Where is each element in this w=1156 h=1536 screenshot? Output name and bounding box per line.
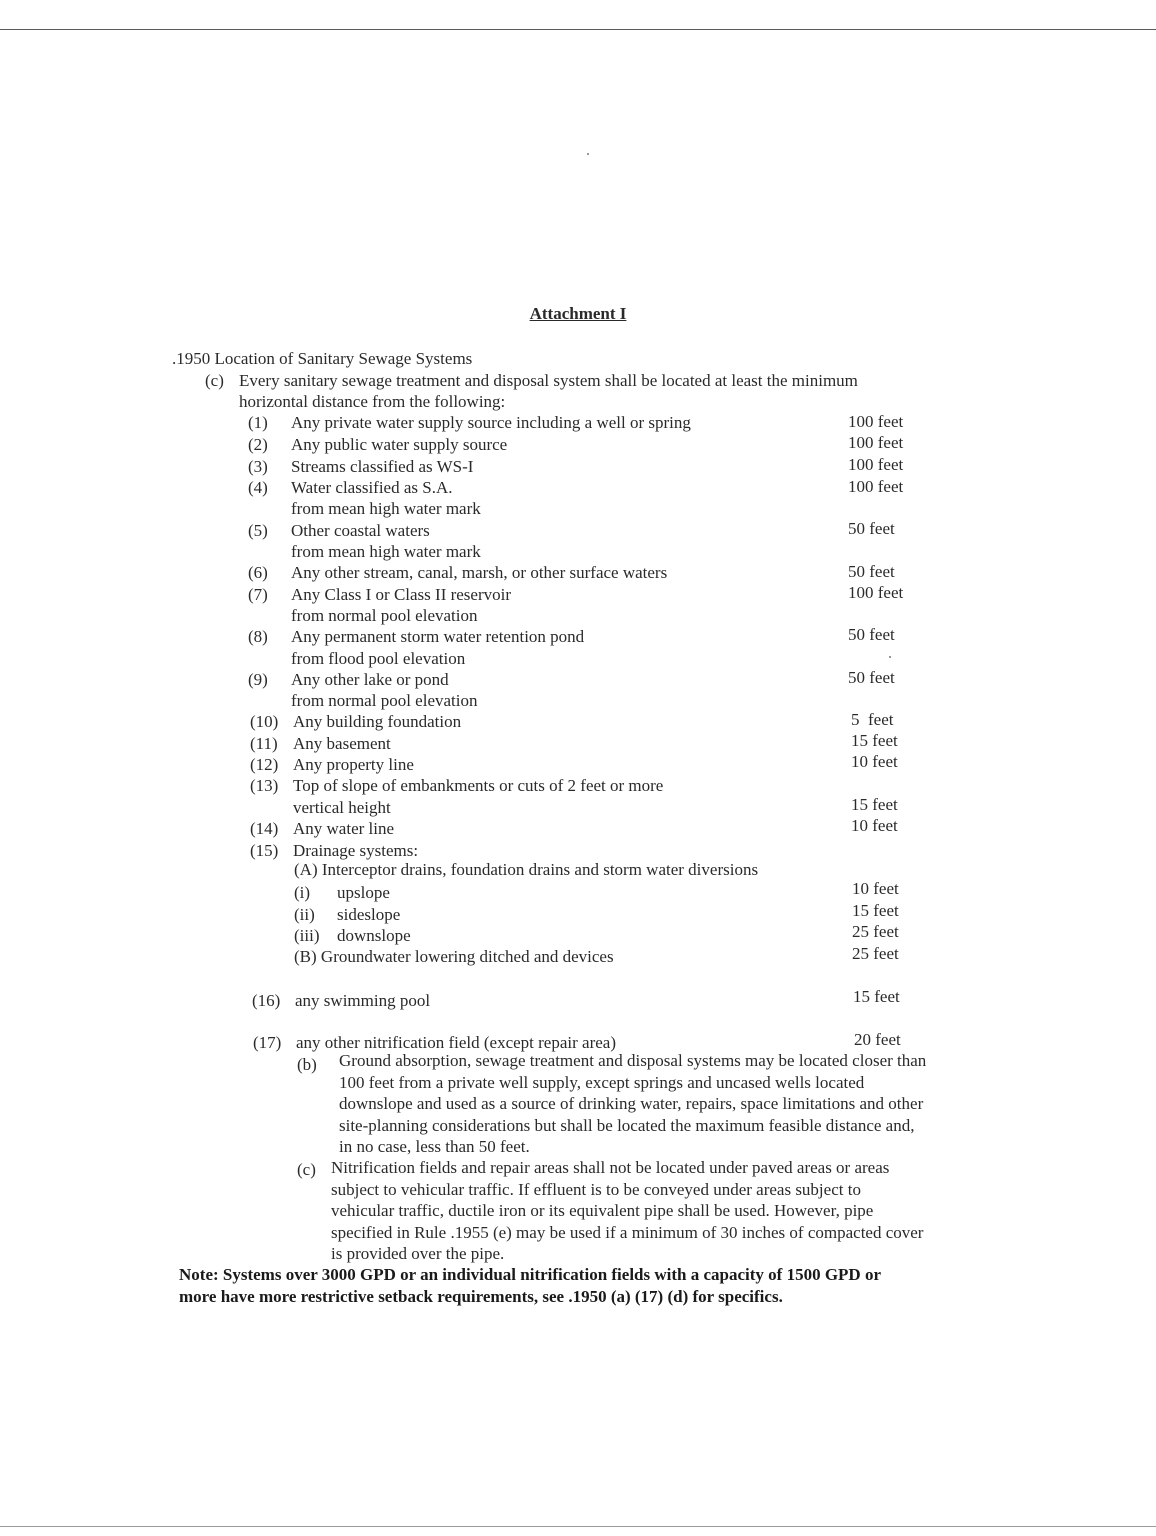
- item-distance: 100 feet: [848, 455, 904, 474]
- item-subtext: from normal pool elevation: [291, 691, 478, 710]
- drainage-row-number: (i): [294, 883, 311, 902]
- item-number: (6): [248, 563, 268, 582]
- drainage-row-number: (iii): [294, 926, 320, 945]
- scan-edge-top: [0, 29, 1156, 30]
- item-distance: 10 feet: [851, 752, 898, 771]
- item-number: (2): [248, 435, 268, 454]
- intro-line: Every sanitary sewage treatment and disposal system shall be located at least the minimum: [239, 371, 858, 390]
- item-number: (1): [248, 413, 268, 432]
- item-number: (4): [248, 478, 268, 497]
- item-distance: 5 feet: [851, 710, 894, 729]
- drainage-row-text: upslope: [337, 883, 390, 902]
- item-distance: 100 feet: [848, 433, 904, 452]
- item-distance: 15 feet: [851, 731, 898, 750]
- item-number: (17): [253, 1033, 282, 1052]
- item-number: (14): [250, 819, 279, 838]
- item-text: any other nitrification field (except repair area): [296, 1033, 616, 1052]
- item-distance: 20 feet: [854, 1030, 901, 1049]
- item-distance: 100 feet: [848, 412, 904, 431]
- item-distance: 50 feet: [848, 625, 895, 644]
- paragraph-c-line: specified in Rule .1955 (e) may be used if a minimum of 30 inches of compacted cover: [331, 1222, 924, 1242]
- item-text: Any private water supply source including a well or spring: [291, 413, 691, 432]
- item-number: (12): [250, 755, 279, 774]
- paragraph-b-label: (b): [297, 1055, 317, 1074]
- item-text: Drainage systems:: [293, 841, 419, 860]
- paragraph-b-line: Ground absorption, sewage treatment and disposal systems may be located closer than: [339, 1051, 927, 1070]
- item-subtext: vertical height: [293, 798, 391, 817]
- note-line: Note: Systems over 3000 GPD or an individual nitrification fields with a capacity of 1500 GPD or: [179, 1265, 882, 1284]
- drainage-a-heading: (A) Interceptor drains, foundation drains and storm water diversions: [294, 860, 759, 879]
- intro-label: (c): [205, 371, 224, 390]
- item-text: Any basement: [293, 734, 391, 753]
- item-distance: 15 feet: [851, 795, 898, 814]
- paragraph-c-line: vehicular traffic, ductile iron or its equivalent pipe shall be used. However, pipe: [331, 1201, 874, 1220]
- drainage-b-heading: (B) Groundwater lowering ditched and devices: [294, 947, 614, 966]
- item-number: (3): [248, 457, 268, 476]
- note-line: more have more restrictive setback requirements, see .1950 (a) (17) (d) for specifics.: [179, 1287, 783, 1306]
- paragraph-c-line: is provided over the pipe.: [331, 1244, 505, 1263]
- item-subtext: from mean high water mark: [291, 499, 481, 518]
- item-distance: 100 feet: [848, 477, 904, 496]
- paragraph-c-line: subject to vehicular traffic. If effluent is to be conveyed under areas subject to: [331, 1179, 861, 1199]
- item-number: (7): [248, 585, 268, 604]
- scan-speck: [587, 153, 589, 155]
- item-number: (10): [250, 712, 279, 731]
- item-subtext: from flood pool elevation: [291, 649, 466, 668]
- item-number: (8): [248, 627, 268, 646]
- item-distance: 10 feet: [851, 816, 898, 835]
- drainage-b-distance: 25 feet: [852, 944, 899, 963]
- drainage-row-distance: 10 feet: [852, 879, 899, 898]
- item-text: Top of slope of embankments or cuts of 2 feet or more: [293, 776, 664, 795]
- paragraph-c-line: Nitrification fields and repair areas shall not be located under paved areas or areas: [331, 1158, 890, 1177]
- scan-edge-bottom: [0, 1526, 1156, 1527]
- item-number: (5): [248, 521, 268, 540]
- item-text: Any property line: [293, 755, 414, 774]
- item-text: Any other lake or pond: [291, 670, 449, 689]
- item-distance: 50 feet: [848, 562, 895, 581]
- section-heading: .1950 Location of Sanitary Sewage Systems: [172, 349, 473, 368]
- item-number: (13): [250, 776, 279, 795]
- item-distance: 50 feet: [848, 668, 895, 687]
- item-text: Other coastal waters: [291, 521, 430, 540]
- paragraph-b-line: 100 feet from a private well supply, except springs and uncased wells located: [339, 1072, 865, 1092]
- item-distance: 100 feet: [848, 583, 904, 602]
- item-text: Streams classified as WS-I: [291, 457, 474, 476]
- item-text: Any public water supply source: [291, 435, 508, 454]
- note-block: [179, 1264, 881, 1308]
- paragraph-c-label: (c): [297, 1160, 316, 1179]
- intro-line: horizontal distance from the following:: [239, 392, 506, 411]
- page-title: Attachment I: [529, 304, 627, 323]
- item-text: Any permanent storm water retention pond: [291, 627, 585, 646]
- item-number: (16): [252, 991, 281, 1010]
- paragraph-b-line: site-planning considerations but shall be located the maximum feasible distance and,: [339, 1115, 915, 1135]
- item-text: Water classified as S.A.: [291, 478, 453, 497]
- drainage-row-distance: 15 feet: [852, 901, 899, 920]
- drainage-row-text: downslope: [337, 926, 411, 945]
- item-number: (11): [250, 734, 278, 753]
- drainage-row-distance: 25 feet: [852, 922, 899, 941]
- item-text: Any Class I or Class II reservoir: [291, 585, 512, 604]
- item-text: Any water line: [293, 819, 395, 838]
- scan-speck: [889, 656, 891, 658]
- item-number: (15): [250, 841, 279, 860]
- item-text: Any building foundation: [293, 712, 462, 731]
- drainage-row-number: (ii): [294, 905, 315, 924]
- paragraph-b-line: in no case, less than 50 feet.: [339, 1137, 530, 1156]
- item-number: (9): [248, 670, 268, 689]
- item-subtext: from mean high water mark: [291, 542, 481, 561]
- item-distance: 50 feet: [848, 519, 895, 538]
- item-subtext: from normal pool elevation: [291, 606, 478, 625]
- item-text: any swimming pool: [295, 991, 431, 1010]
- paragraph-b-line: downslope and used as a source of drinking water, repairs, space limitations and other: [339, 1094, 924, 1113]
- item-text: Any other stream, canal, marsh, or other surface waters: [291, 563, 668, 582]
- item-distance: 15 feet: [853, 987, 900, 1006]
- drainage-row-text: sideslope: [337, 905, 401, 924]
